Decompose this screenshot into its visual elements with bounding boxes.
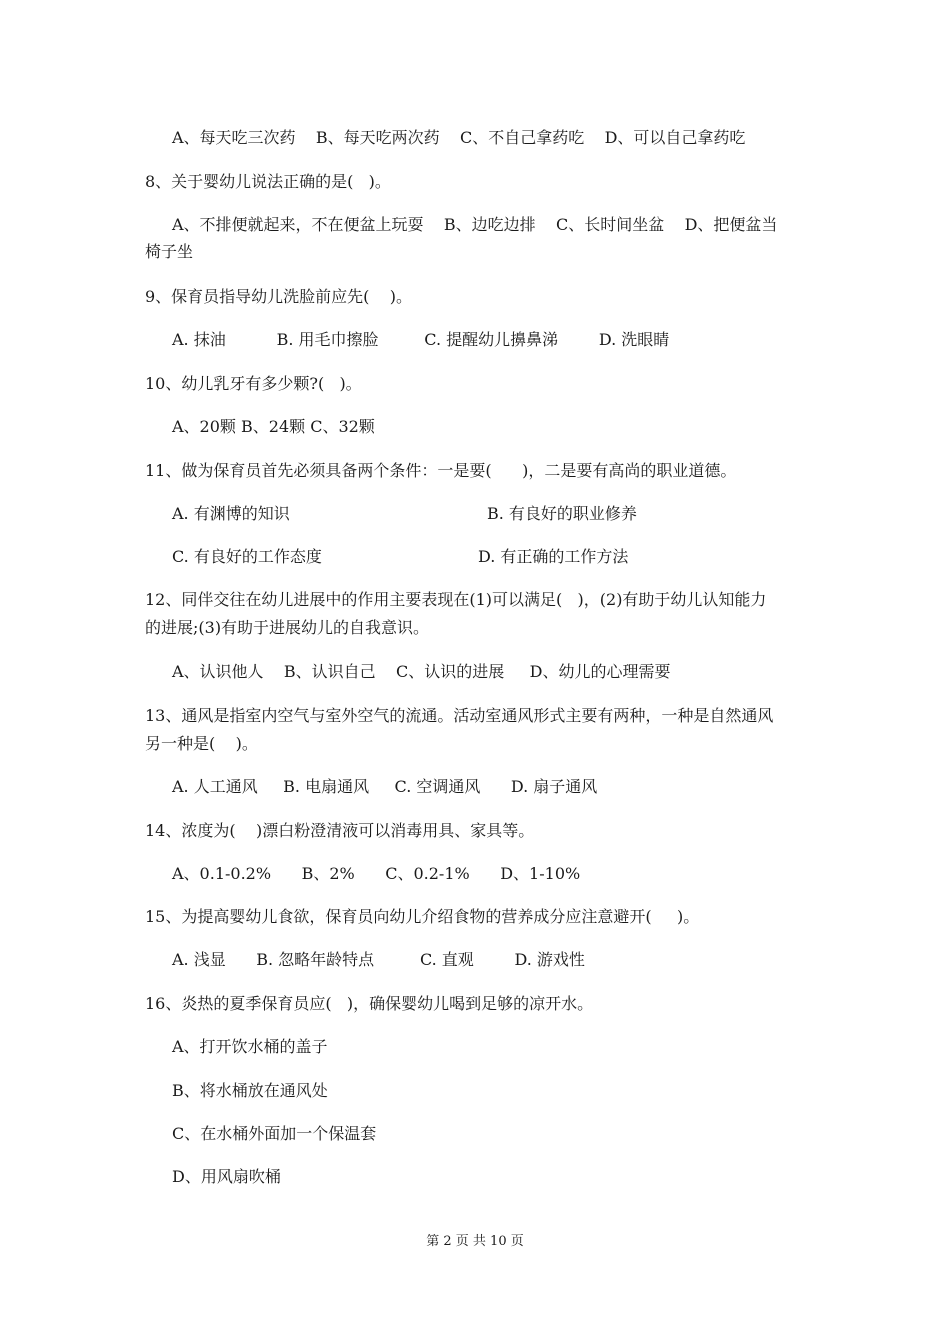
q11-option-a: A. 有渊博的知识 — [172, 504, 290, 523]
q11-option-b: B. 有良好的职业修养 — [487, 504, 637, 523]
q10-options: A、20颗 B、24颗 C、32颗 — [172, 417, 375, 436]
question-13: 13、通风是指室内空气与室外空气的流通。活动室通风形式主要有两种，一种是自然通风 — [145, 706, 774, 725]
question-9: 9、保育员指导幼儿洗脸前应先( )。 — [145, 287, 413, 306]
q11-option-d: D. 有正确的工作方法 — [478, 547, 629, 566]
question-13-cont: 另一种是( )。 — [145, 734, 258, 753]
q16-option-a: A、打开饮水桶的盖子 — [172, 1037, 328, 1056]
q15-options: A. 浅显 B. 忽略年龄特点 C. 直观 D. 游戏性 — [172, 950, 585, 969]
q11-option-c: C. 有良好的工作态度 — [172, 547, 322, 566]
question-16: 16、炎热的夏季保育员应( )，确保婴幼儿喝到足够的凉开水。 — [145, 994, 594, 1013]
question-14: 14、浓度为( )漂白粉澄清液可以消毒用具、家具等。 — [145, 821, 535, 840]
question-12-cont: 的进展;(3)有助于进展幼儿的自我意识。 — [145, 618, 430, 637]
q7-options: A、每天吃三次药 B、每天吃两次药 C、不自己拿药吃 D、可以自己拿药吃 — [172, 128, 746, 147]
question-10: 10、幼儿乳牙有多少颗?( )。 — [145, 374, 362, 393]
q8-options: A、不排便就起来，不在便盆上玩耍 B、边吃边排 C、长时间坐盆 D、把便盆当 — [172, 215, 778, 234]
q8-options-cont: 椅子坐 — [145, 242, 194, 261]
question-12: 12、同伴交往在幼儿进展中的作用主要表现在(1)可以满足( )，(2)有助于幼儿认知能力 — [145, 590, 767, 609]
q14-options: A、0.1-0.2% B、2% C、0.2-1% D、1-10% — [172, 864, 581, 883]
q12-options: A、认识他人 B、认识自己 C、认识的进展 D、幼儿的心理需要 — [172, 662, 671, 681]
q16-option-b: B、将水桶放在通风处 — [172, 1081, 328, 1100]
question-15: 15、为提高婴幼儿食欲，保育员向幼儿介绍食物的营养成分应注意避开( )。 — [145, 907, 700, 926]
q16-option-d: D、用风扇吹桶 — [172, 1167, 281, 1186]
page-footer: 第 2 页 共 10 页 — [426, 1234, 524, 1249]
question-8: 8、关于婴幼儿说法正确的是( )。 — [145, 172, 391, 191]
question-11: 11、做为保育员首先必须具备两个条件：一是要( )，二是要有高尚的职业道德。 — [145, 461, 737, 480]
q13-options: A. 人工通风 B. 电扇通风 C. 空调通风 D. 扇子通风 — [172, 777, 598, 796]
q16-option-c: C、在水桶外面加一个保温套 — [172, 1124, 377, 1143]
q9-options: A. 抹油 B. 用毛巾擦脸 C. 提醒幼儿擤鼻涕 D. 洗眼睛 — [172, 330, 670, 349]
